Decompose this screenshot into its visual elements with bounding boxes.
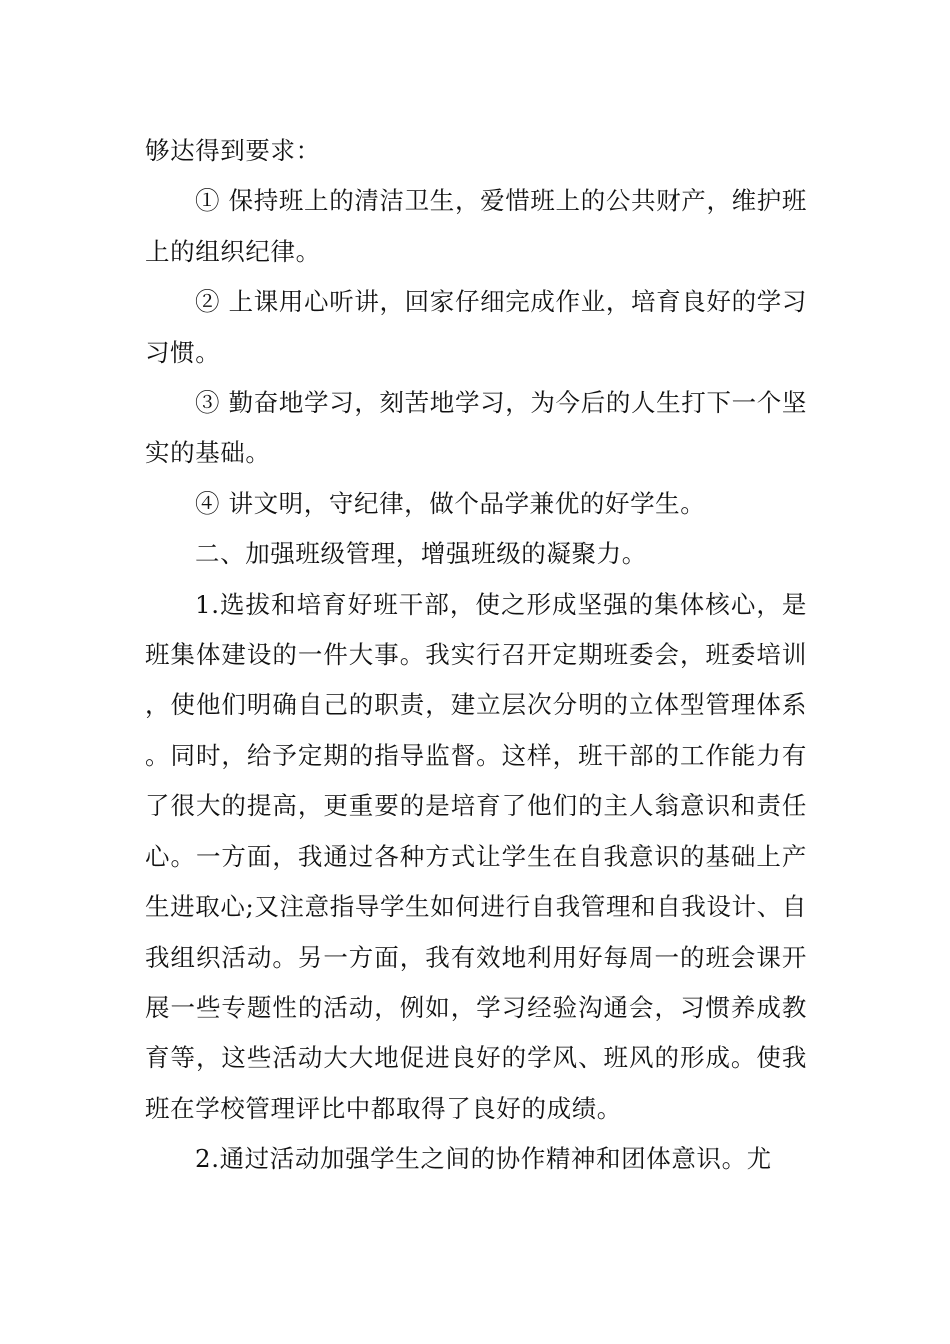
paragraph-item-1: 1.选拔和培育好班干部，使之形成坚强的集体核心，是班集体建设的一件大事。我实行召开定期班委会，班委培训，使他们明确自己的职责，建立层次分明的立体型管理体系。同时，给予定期的指导监督。这样，班干部的工作能力有了很大的提高，更重要的是培育了他们的主人翁意识和责任心。一方面，我通过各种方式让学生在自我意识的基础上产生进取心;又注意指导学生如何进行自我管理和自我设计、自我组织活动。另一方面，我有效地利用好每周一的班会课开展一些专题性的活动，例如，学习经验沟通会，习惯养成教育等，这些活动大大地促进良好的学风、班风的形成。使我班在学校管理评比中都取得了良好的成绩。 <box>145 589 807 1123</box>
list-item-2: ② 上课用心听讲，回家仔细完成作业，培育良好的学习习惯。 <box>145 287 807 367</box>
paragraph-item-2: 2.通过活动加强学生之间的协作精神和团体意识。尤 <box>195 1144 772 1174</box>
list-item-3: ③ 勤奋地学习，刻苦地学习，为今后的人生打下一个坚实的基础。 <box>145 388 807 468</box>
document-body <box>145 126 807 1185</box>
section-heading-2: 二、加强班级管理，增强班级的凝聚力。 <box>195 539 647 569</box>
paragraph-continuation: 够达得到要求： <box>145 136 321 165</box>
list-item-1: ① 保持班上的清洁卫生，爱惜班上的公共财产，维护班上的组织纪律。 <box>145 186 807 266</box>
list-item-4: ④ 讲文明，守纪律，做个品学兼优的好学生。 <box>195 488 706 518</box>
